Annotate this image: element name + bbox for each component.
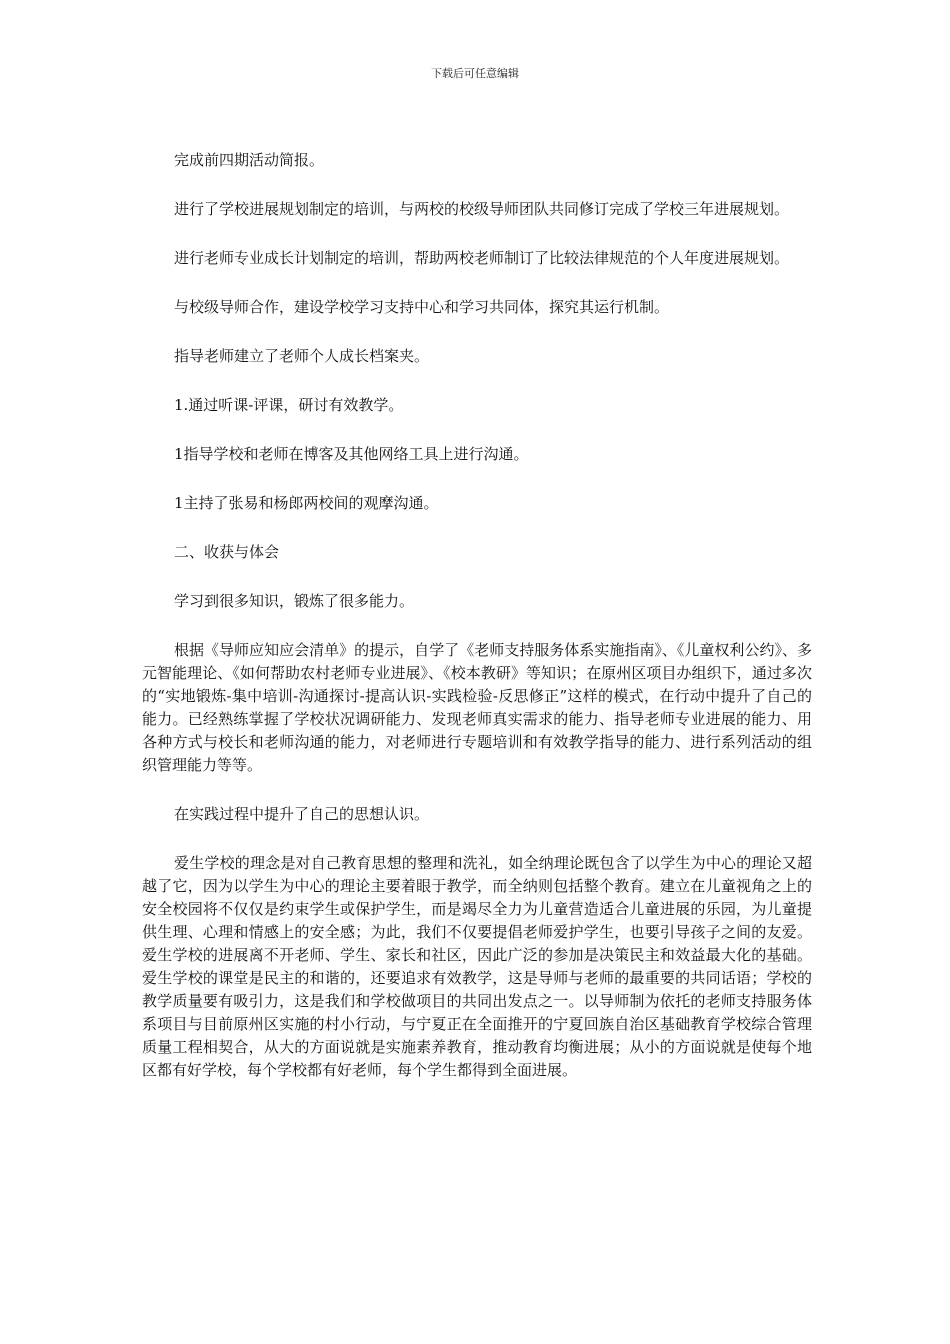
paragraph-school-exchange: 1主持了张易和杨郎两校间的观摩沟通。 — [174, 494, 439, 512]
paragraph-child-friendly-school: 爱生学校的理念是对自己教育思想的整理和洗礼，如全纳理论既包含了以学生为中心的理论又超越了它，因为以学生为中心的理论主要着眼于教学，而全纳则包括整个教育。建立在儿童视角之上的安全校园将不仅仅是约束学生或保护学生，而是竭尽全力为儿童营造适合儿童进展的乐园，为儿童提供生理、心理和情感上的安全感；为此，我们不仅要提倡老师爱护学生，也要引导孩子之间的友爱。爱生学校的进展离不开老师、学生、家长和社区，因此广泛的参加是决策民主和效益最大化的基础。爱生学校的课堂是民主的和谐的，还要追求有效教学，这是导师与老师的最重要的共同话语；学校的教学质量要有吸引力，这是我们和学校做项目的共同出发点之一。以导师制为依托的老师支持服务体系项目与目前原州区实施的村小行动，与宁夏正在全面推开的宁夏回族自治区基础教育学校综合管理质量工程相契合，从大的方面说就是实施素养教育，推动教育均衡进展；从小的方面说就是使每个地区都有好学校，每个学校都有好老师，每个学生都得到全面进展。 — [142, 854, 812, 1079]
paragraph-school-planning-training: 进行了学校进展规划制定的培训，与两校的校级导师团队共同修订完成了学校三年进展规划。 — [174, 200, 790, 218]
paragraph-self-study: 根据《导师应知应会清单》的提示，自学了《老师支持服务体系实施指南》、《儿童权利公约》、多元智能理论、《如何帮助农村老师专业进展》、《校本教研》等知识；在原州区项目办组织下，通过多次的“实地锻炼-集中培训-沟通探讨-提高认识-实践检验-反思修正”这样的模式，在行动中提升了自己的能力。已经熟练掌握了学校状况调研能力、发现老师真实需求的能力、指导老师专业进展的能力、用各种方式与校长和老师沟通的能力，对老师进行专题培训和有效教学指导的能力、进行系列活动的组织管理能力等等。 — [142, 641, 812, 774]
document-body — [142, 149, 812, 1108]
paragraph-teacher-growth-plan: 进行老师专业成长计划制定的培训，帮助两校老师制订了比较法律规范的个人年度进展规划。 — [174, 249, 790, 267]
section-heading-gains: 二、收获与体会 — [174, 543, 280, 561]
paragraph-thinking-improved: 在实践过程中提升了自己的思想认识。 — [174, 805, 430, 823]
paragraph-lesson-observation: 1.通过听课-评课，研讨有效教学。 — [174, 396, 404, 414]
page-header: 下载后可任意编辑 — [431, 67, 519, 80]
paragraph-activity-briefs: 完成前四期活动简报。 — [174, 151, 325, 169]
paragraph-growth-portfolio: 指导老师建立了老师个人成长档案夹。 — [174, 347, 430, 365]
paragraph-knowledge-gained: 学习到很多知识，锻炼了很多能力。 — [174, 592, 415, 610]
paragraph-blog-communication: 1指导学校和老师在博客及其他网络工具上进行沟通。 — [174, 445, 529, 463]
paragraph-learning-support-center: 与校级导师合作，建设学校学习支持中心和学习共同体，探究其运行机制。 — [174, 298, 670, 316]
